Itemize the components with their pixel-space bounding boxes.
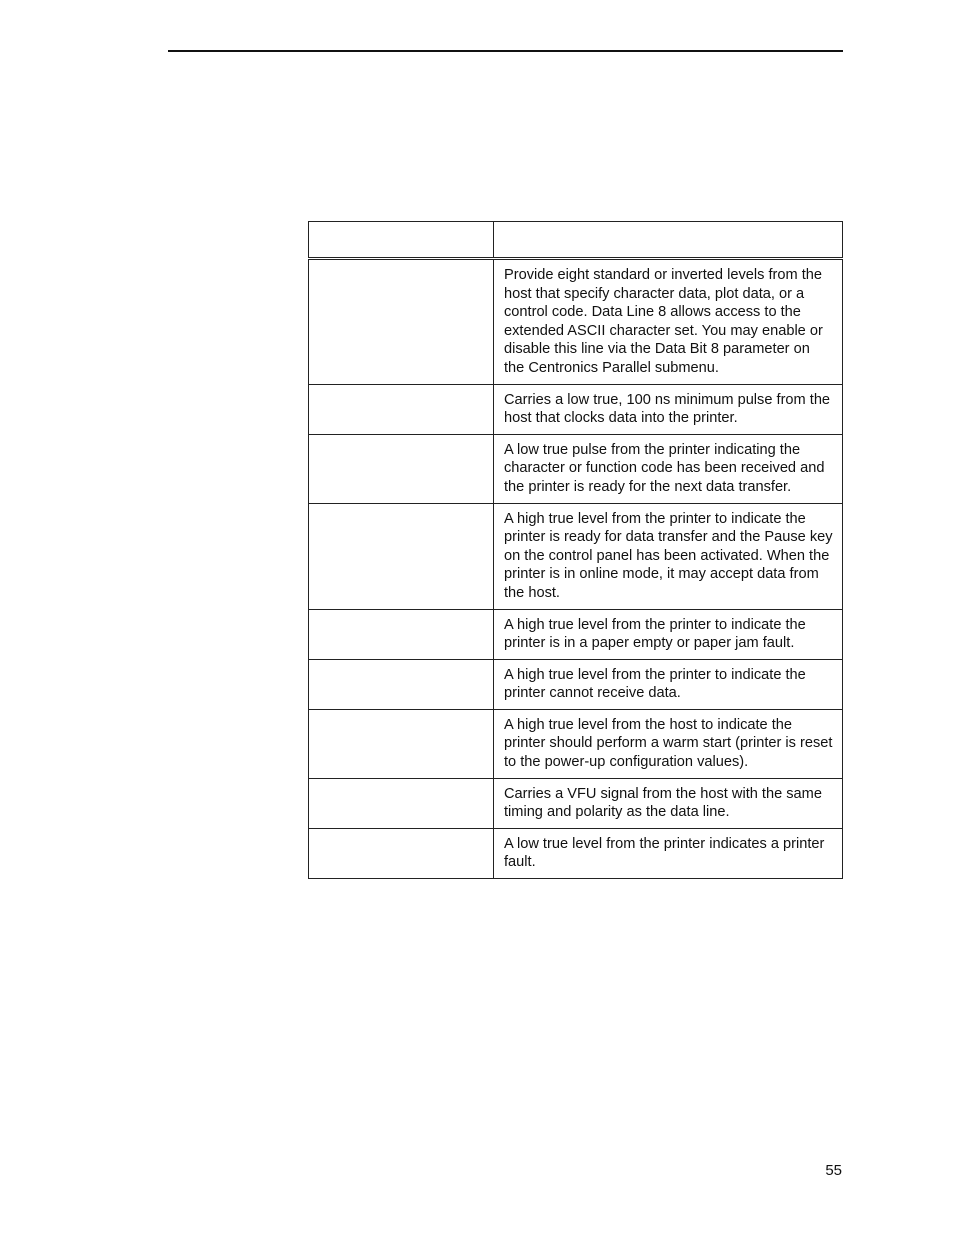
signal-cell <box>309 384 494 434</box>
signal-description-table <box>308 221 843 879</box>
table-row <box>309 503 843 609</box>
table-row <box>309 434 843 503</box>
table-row <box>309 259 843 385</box>
table-row <box>309 778 843 828</box>
table-row <box>309 828 843 878</box>
signal-cell <box>309 709 494 778</box>
signal-cell <box>309 503 494 609</box>
table-row <box>309 709 843 778</box>
table-header-description <box>494 222 843 259</box>
header-rule <box>168 50 843 52</box>
table-row <box>309 659 843 709</box>
description-cell: A high true level from the printer to indicate the printer is ready for data transfer and the Pause key on the control panel has been activated. When the printer is in online mode, it may accept data from the host. <box>494 503 843 609</box>
table-header-signal <box>309 222 494 259</box>
description-cell: Provide eight standard or inverted levels from the host that specify character data, plot data, or a control code. Data Line 8 allows access to the extended ASCII character set. You may enable or disable this line via the Data Bit 8 parameter on the Centronics Parallel submenu. <box>494 259 843 385</box>
table-header-row <box>309 222 843 259</box>
description-cell: Carries a low true, 100 ns minimum pulse from the host that clocks data into the printer. <box>494 384 843 434</box>
table-row <box>309 384 843 434</box>
signal-cell <box>309 609 494 659</box>
signal-cell <box>309 434 494 503</box>
description-cell: A low true pulse from the printer indicating the character or function code has been received and the printer is ready for the next data transfer. <box>494 434 843 503</box>
table-row <box>309 609 843 659</box>
description-cell: A high true level from the printer to indicate the printer is in a paper empty or paper jam fault. <box>494 609 843 659</box>
description-cell: A high true level from the printer to indicate the printer cannot receive data. <box>494 659 843 709</box>
description-cell: A low true level from the printer indicates a printer fault. <box>494 828 843 878</box>
signal-cell <box>309 659 494 709</box>
signal-cell <box>309 259 494 385</box>
signal-cell <box>309 828 494 878</box>
description-cell: A high true level from the host to indicate the printer should perform a warm start (printer is reset to the power-up configuration values). <box>494 709 843 778</box>
description-cell: Carries a VFU signal from the host with the same timing and polarity as the data line. <box>494 778 843 828</box>
signal-cell <box>309 778 494 828</box>
page-number: 55 <box>825 1162 842 1179</box>
